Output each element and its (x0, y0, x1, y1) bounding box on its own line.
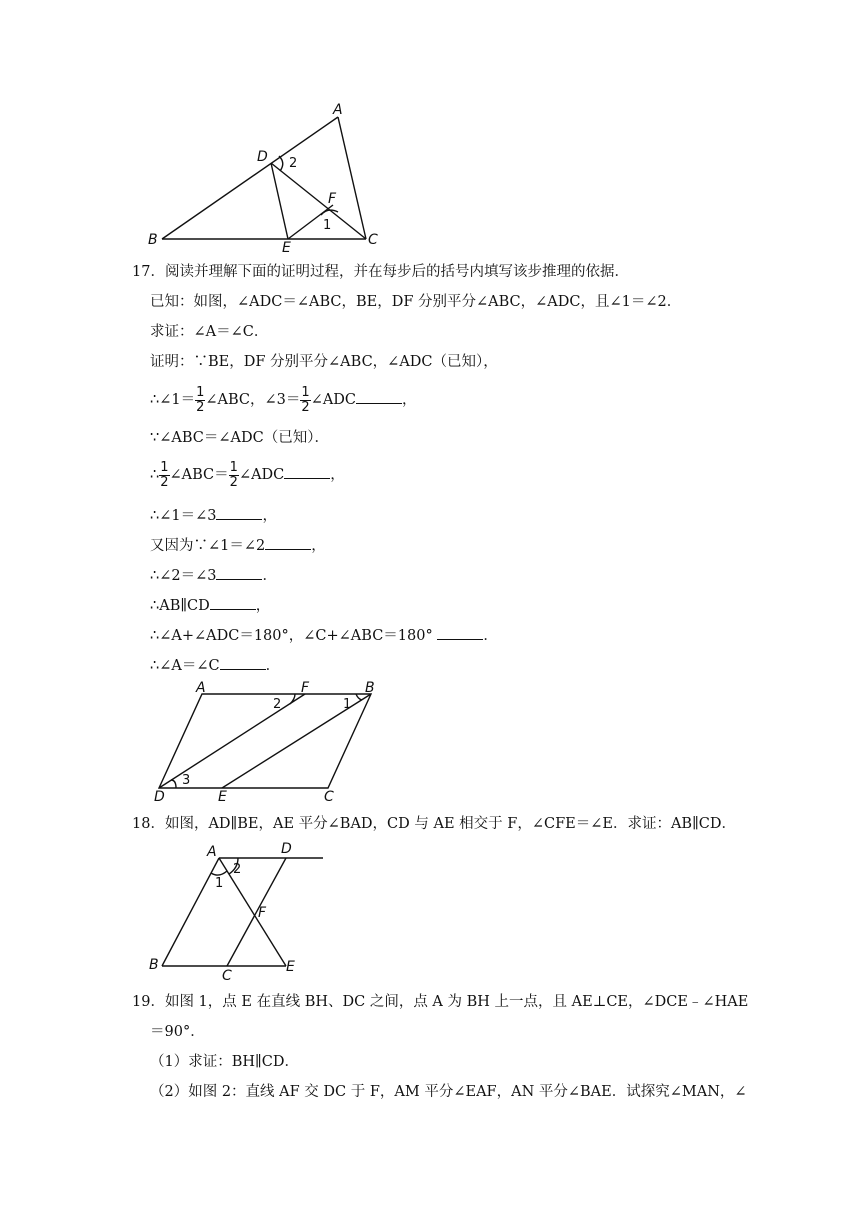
q17-step-9-text: ∴∠A＝∠C (150, 658, 220, 674)
point-label-F: F (328, 191, 337, 207)
q19-part1: （1）求证：BH∥CD． (150, 1054, 299, 1070)
point-label-D: D (154, 789, 165, 805)
segment-AE (219, 858, 286, 966)
point-label-C: C (324, 789, 334, 805)
q17-step-4 (150, 505, 277, 526)
angle-label-3: 3 (182, 773, 191, 788)
fraction-denominator: 2 (301, 399, 310, 415)
q17-step-1 (150, 385, 417, 415)
answer-blank[interactable] (220, 655, 266, 670)
q17-step-2: ∵∠ABC＝∠ADC（已知）． (150, 430, 329, 446)
q17-step-3 (150, 460, 345, 490)
fraction-numerator: 1 (301, 384, 310, 400)
q17-step-7 (150, 595, 270, 616)
point-label-A: A (207, 844, 217, 860)
point-label-C: C (222, 968, 232, 984)
angle-label-1: 1 (323, 218, 332, 233)
q17-step-1-text-c: ∠ADC (310, 392, 357, 408)
q17-prove: 求证：∠A＝∠C． (150, 324, 269, 340)
q19-line2: ＝90°． (150, 1024, 205, 1040)
q17-proof-start: 证明：∵BE，DF 分别平分∠ABC，∠ADC（已知）， (150, 354, 498, 370)
point-label-C: C (368, 232, 378, 248)
q17-step-1-text-b: ∠ABC，∠3＝ (205, 392, 301, 408)
answer-blank[interactable] (210, 595, 256, 610)
fraction-denominator: 2 (160, 474, 169, 490)
q17-step-7-text: ∴AB∥CD (150, 598, 210, 614)
answer-blank[interactable] (216, 565, 262, 580)
point-label-A: A (196, 680, 206, 696)
figure-q17 (145, 680, 395, 810)
segment-AB (162, 858, 219, 966)
figure-q17-svg (145, 680, 395, 810)
figure-q16-svg (140, 95, 400, 255)
q17-step-3-text-c: ∠ADC (238, 467, 285, 483)
q17-step-6-text: ∴∠2＝∠3 (150, 568, 217, 584)
q17-step-6-end: ． (262, 568, 277, 584)
q17-step-4-end: ， (262, 508, 277, 524)
fraction-half (300, 386, 310, 415)
angle-label-1: 1 (343, 697, 352, 712)
point-label-A: A (333, 102, 343, 118)
fraction-denominator: 2 (196, 399, 205, 415)
q17-title: 17．阅读并理解下面的证明过程，并在每步后的括号内填写该步推理的依据． (132, 264, 629, 280)
answer-blank[interactable] (216, 505, 262, 520)
q17-step-9-end: ． (265, 658, 281, 674)
q17-given: 已知：如图，∠ADC＝∠ABC，BE，DF 分别平分∠ABC，∠ADC，且∠1＝∠2． (150, 294, 682, 310)
answer-blank[interactable] (284, 464, 330, 479)
angle-arc-3 (171, 780, 176, 788)
parallelogram-ABCD (159, 694, 371, 788)
q18-text: 18．如图，AD∥BE，AE 平分∠BAD，CD 与 AE 相交于 F，∠CFE＝∠E．求证：AB∥CD． (132, 816, 736, 832)
fraction-numerator: 1 (196, 384, 205, 400)
angle-label-2: 2 (289, 156, 298, 171)
q17-step-8-text: ∴∠A+∠ADC＝180°，∠C+∠ABC＝180° (150, 628, 433, 644)
fraction-half (229, 461, 239, 490)
q17-step-3-text-b: ∠ABC＝ (169, 467, 229, 483)
angle-arc-1 (211, 871, 227, 875)
point-label-E: E (282, 240, 291, 256)
point-label-B: B (365, 680, 375, 696)
point-label-F: F (301, 680, 310, 696)
q17-step-6 (150, 565, 277, 586)
q19-line1: 19．如图 1，点 E 在直线 BH、DC 之间，点 A 为 BH 上一点，且 AE⊥CE，∠DCE﹣∠HAE (132, 994, 749, 1010)
fraction-numerator: 1 (160, 459, 169, 475)
figure-q16 (140, 95, 400, 255)
answer-blank[interactable] (356, 389, 402, 404)
point-label-E: E (218, 789, 227, 805)
q17-step-1-text-a: ∴∠1＝ (150, 392, 196, 408)
q17-step-9 (150, 655, 280, 676)
q17-step-8-end: ． (483, 628, 498, 644)
figure-q18 (145, 840, 335, 985)
angle-label-2: 2 (273, 697, 282, 712)
fraction-numerator: 1 (229, 459, 238, 475)
point-label-F: F (258, 905, 267, 921)
q17-step-5-end: ， (311, 538, 326, 554)
point-label-E: E (286, 959, 295, 975)
angle-label-2: 2 (233, 862, 242, 877)
q17-step-5 (150, 535, 326, 556)
answer-blank[interactable] (265, 535, 311, 550)
fraction-denominator: 2 (229, 474, 238, 490)
q17-step-1-end: ， (402, 392, 417, 408)
answer-blank[interactable] (437, 625, 483, 640)
fraction-half (159, 461, 169, 490)
point-label-B: B (149, 957, 159, 973)
point-label-B: B (148, 232, 158, 248)
q17-step-7-end: ， (255, 598, 271, 614)
angle-arc-1 (356, 694, 362, 700)
q17-step-8 (150, 625, 498, 646)
point-label-D: D (257, 149, 268, 165)
q19-part2: （2）如图 2：直线 AF 交 DC 于 F，AM 平分∠EAF，AN 平分∠BAE．试探究∠MAN，∠ (150, 1084, 747, 1100)
q17-step-3-text-a: ∴ (150, 467, 160, 483)
q17-step-4-text: ∴∠1＝∠3 (150, 508, 217, 524)
point-label-D: D (281, 841, 292, 857)
q17-step-3-end: ， (330, 467, 345, 483)
fraction-half (195, 386, 205, 415)
q17-step-5-text: 又因为∵∠1＝∠2 (150, 538, 266, 554)
angle-label-1: 1 (215, 876, 224, 891)
